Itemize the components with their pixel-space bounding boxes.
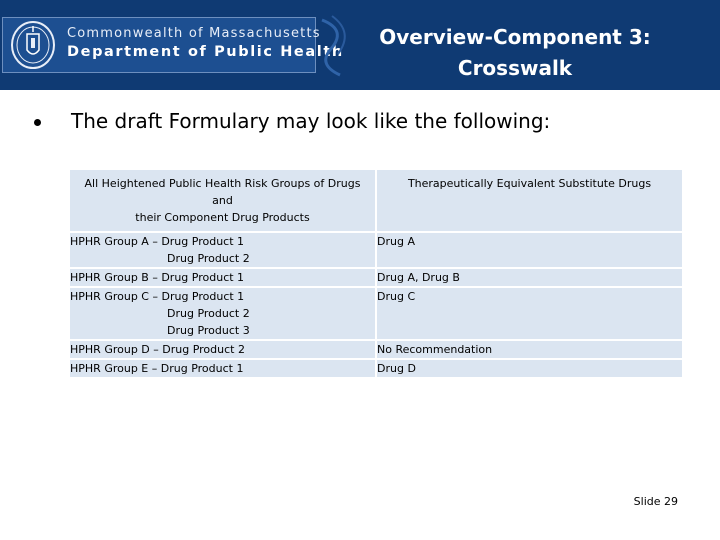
state-seal-icon bbox=[9, 20, 57, 70]
header-left-line: All Heightened Public Health Risk Groups of Drugs bbox=[84, 177, 361, 190]
logo-department-text: Department of Public Health bbox=[67, 44, 344, 60]
dph-logo bbox=[2, 17, 344, 73]
header-right-text: Therapeutically Equivalent Substitute Drugs bbox=[407, 177, 652, 190]
group-label: HPHR Group C – Drug Product 1 bbox=[70, 290, 245, 303]
table-row bbox=[70, 341, 682, 358]
slide-title-line2: Crosswalk bbox=[457, 56, 573, 80]
group-label: HPHR Group A – Drug Product 1 bbox=[70, 235, 245, 248]
group-cell bbox=[70, 341, 375, 358]
bullet-dot-icon bbox=[34, 119, 41, 126]
substitute-cell: Drug D bbox=[377, 360, 682, 377]
header-left-line: their Component Drug Products bbox=[135, 211, 310, 224]
formulary-table bbox=[68, 168, 684, 379]
group-label: HPHR Group E – Drug Product 1 bbox=[70, 362, 244, 375]
header-left-line: and bbox=[212, 194, 233, 207]
slide-title bbox=[350, 22, 680, 84]
drug-product-label: Drug Product 2 bbox=[167, 252, 250, 265]
substitute-cell: Drug A bbox=[377, 233, 682, 267]
substitute-cell: Drug A, Drug B bbox=[377, 269, 682, 286]
bullet-point bbox=[34, 105, 550, 137]
table-row bbox=[70, 233, 682, 267]
group-cell bbox=[70, 269, 375, 286]
logo-commonwealth-text: Commonwealth of Massachusetts bbox=[67, 26, 321, 41]
header-banner bbox=[0, 0, 720, 90]
substitute-cell: Drug C bbox=[377, 288, 682, 339]
group-cell bbox=[70, 288, 375, 339]
bullet-text: The draft Formulary may look like the following: bbox=[71, 109, 551, 133]
table-header-row bbox=[70, 170, 682, 231]
header-hphr-groups bbox=[70, 170, 375, 231]
group-label: HPHR Group D – Drug Product 2 bbox=[70, 343, 245, 356]
group-cell bbox=[70, 233, 375, 267]
table-row bbox=[70, 288, 682, 339]
slide-number: Slide 29 bbox=[633, 495, 678, 508]
group-cell bbox=[70, 360, 375, 377]
table-row bbox=[70, 269, 682, 286]
slide-title-line1: Overview-Component 3: bbox=[379, 25, 651, 49]
drug-product-label: Drug Product 3 bbox=[167, 324, 250, 337]
table-row bbox=[70, 360, 682, 377]
header-substitute-drugs bbox=[377, 170, 682, 231]
group-label: HPHR Group B – Drug Product 1 bbox=[70, 271, 245, 284]
substitute-cell: No Recommendation bbox=[377, 341, 682, 358]
drug-product-label: Drug Product 2 bbox=[167, 307, 250, 320]
